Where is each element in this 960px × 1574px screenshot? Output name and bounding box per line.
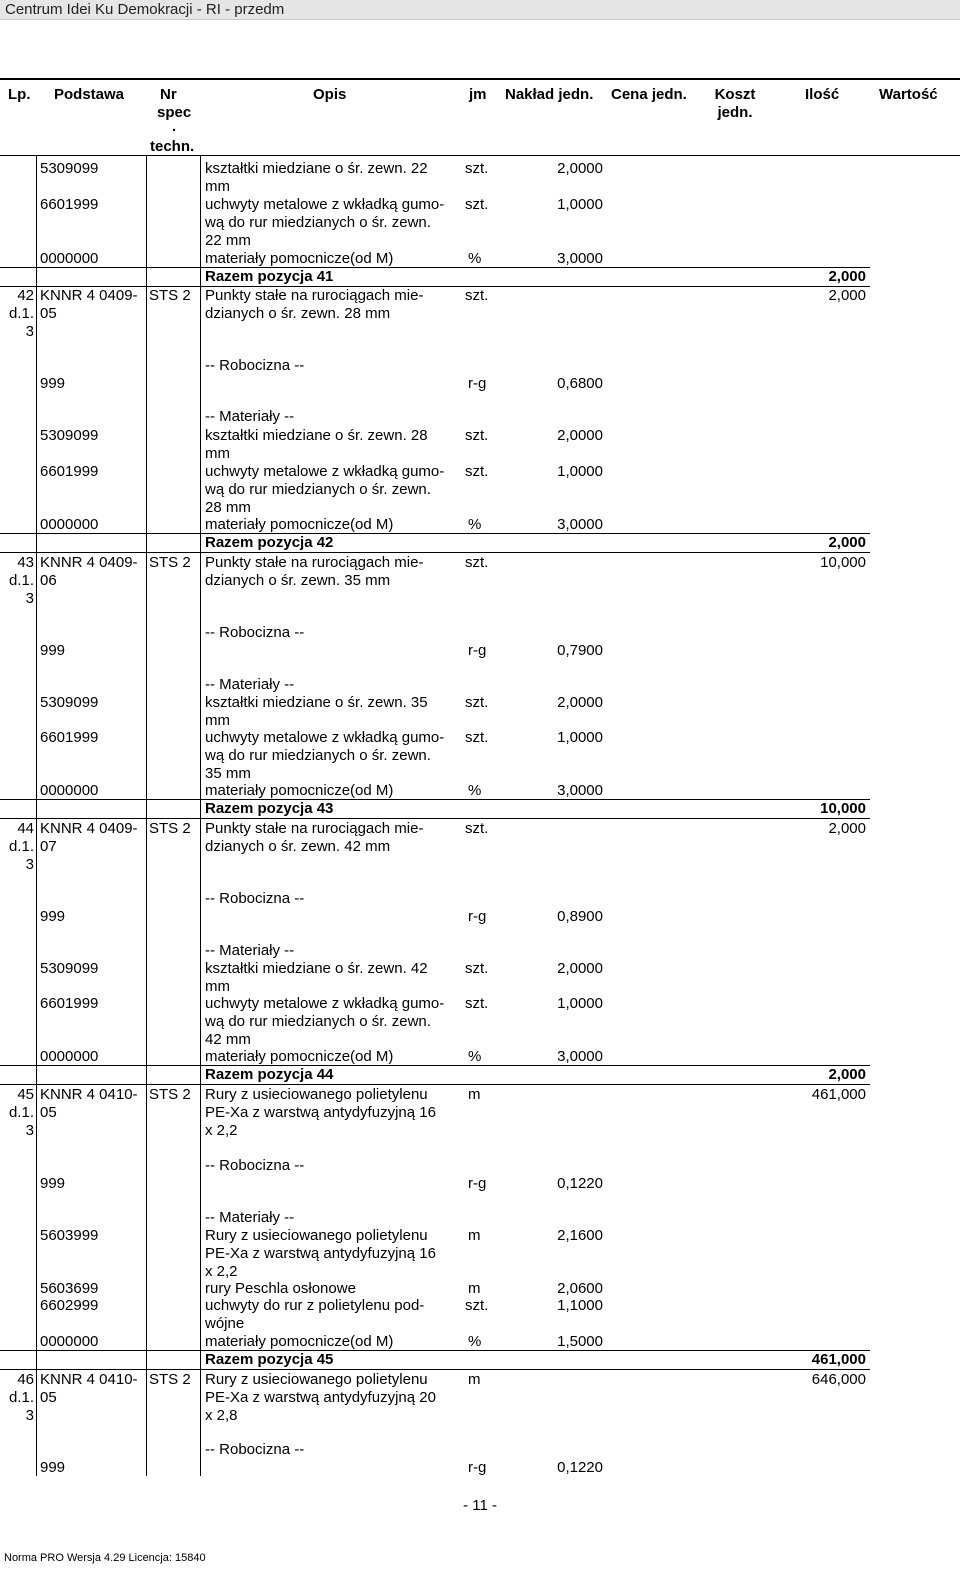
column-divider	[200, 156, 201, 1476]
row-unit: r-g	[468, 375, 487, 392]
row-description: kształtki miedziane o śr. zewn. 35	[205, 694, 428, 711]
row-naklad: 3,0000	[557, 516, 603, 533]
header-wartosc: Wartość	[879, 86, 938, 103]
row-naklad: 2,0000	[557, 160, 603, 177]
row-divider	[0, 1350, 870, 1351]
position-number: 3	[25, 1407, 34, 1424]
position-description: x 2,2	[205, 1122, 238, 1139]
row-code: 0000000	[40, 782, 99, 799]
subtotal-label: Razem pozycja 41	[205, 268, 334, 285]
row-description: rury Peschla osłonowe	[205, 1280, 356, 1297]
row-naklad: 1,5000	[557, 1333, 603, 1350]
row-description: materiały pomocnicze(od M)	[205, 1048, 394, 1065]
header-cena: Cena jedn.	[611, 86, 687, 103]
row-unit: %	[468, 782, 482, 799]
row-divider	[0, 1065, 870, 1066]
header-naklad: Nakład jedn.	[505, 86, 594, 103]
row-description: kształtki miedziane o śr. zewn. 28	[205, 427, 428, 444]
position-number: d.1.	[8, 1389, 34, 1406]
row-code: 0000000	[40, 1333, 99, 1350]
row-code: 5603699	[40, 1280, 99, 1297]
header-spec: spec	[157, 104, 192, 121]
position-description: dzianych o śr. zewn. 28 mm	[205, 305, 391, 322]
position-basis: KNNR 4 0410-	[40, 1371, 138, 1388]
row-unit: szt.	[465, 1297, 489, 1314]
row-description: 22 mm	[205, 232, 251, 249]
row-description: mm	[205, 445, 230, 462]
row-code: 0000000	[40, 1048, 99, 1065]
row-description: wą do rur miedzianych o śr. zewn.	[205, 214, 431, 231]
row-code: 5309099	[40, 960, 99, 977]
position-unit: szt.	[465, 554, 489, 571]
subtotal-label: Razem pozycja 45	[205, 1351, 334, 1368]
row-unit: %	[468, 1333, 482, 1350]
section-label-robocizna: -- Robocizna --	[205, 890, 305, 907]
row-unit: %	[468, 1048, 482, 1065]
row-unit: r-g	[468, 1175, 487, 1192]
row-unit: r-g	[468, 642, 487, 659]
position-number: 46	[17, 1371, 34, 1388]
position-number: 44	[17, 820, 34, 837]
position-unit: szt.	[465, 820, 489, 837]
position-quantity: 461,000	[811, 1086, 866, 1103]
header-koszt-jedn: jedn.	[717, 104, 753, 121]
row-naklad: 2,0000	[557, 960, 603, 977]
position-quantity: 2,000	[828, 287, 866, 304]
row-naklad: 3,0000	[557, 782, 603, 799]
row-description: uchwyty metalowe z wkładką gumo-	[205, 463, 445, 480]
position-number: 42	[17, 287, 34, 304]
row-naklad: 3,0000	[557, 1048, 603, 1065]
row-description: PE-Xa z warstwą antydyfuzyjną 16	[205, 1245, 436, 1262]
header-top-rule	[0, 78, 960, 80]
footer-license: Norma PRO Wersja 4.29 Licencja: 15840	[4, 1552, 206, 1564]
header-jm: jm	[469, 86, 487, 103]
row-code: 999	[40, 642, 66, 659]
row-code: 5309099	[40, 160, 99, 177]
position-number: 3	[25, 323, 34, 340]
row-unit: szt.	[465, 729, 489, 746]
row-description: uchwyty metalowe z wkładką gumo-	[205, 729, 445, 746]
header-bottom-rule	[0, 155, 960, 156]
position-spec: STS 2	[149, 287, 191, 304]
row-code: 0000000	[40, 516, 99, 533]
row-description: kształtki miedziane o śr. zewn. 42	[205, 960, 428, 977]
row-code: 5603999	[40, 1227, 99, 1244]
position-unit: szt.	[465, 287, 489, 304]
row-unit: m	[468, 1280, 481, 1297]
position-basis: 05	[40, 305, 57, 322]
row-naklad: 0,6800	[557, 375, 603, 392]
position-number: d.1.	[8, 838, 34, 855]
row-unit: r-g	[468, 1459, 487, 1476]
row-description: wą do rur miedzianych o śr. zewn.	[205, 481, 431, 498]
position-unit: m	[468, 1086, 481, 1103]
column-divider	[36, 156, 37, 1476]
position-number: 3	[25, 1122, 34, 1139]
row-code: 6601999	[40, 729, 99, 746]
row-unit: r-g	[468, 908, 487, 925]
position-description: Punkty stałe na rurociągach mie-	[205, 554, 424, 571]
row-description: x 2,2	[205, 1263, 238, 1280]
position-description: Rury z usieciowanego polietylenu	[205, 1086, 428, 1103]
row-unit: szt.	[465, 960, 489, 977]
row-naklad: 2,0000	[557, 694, 603, 711]
row-code: 999	[40, 1459, 66, 1476]
row-description: materiały pomocnicze(od M)	[205, 250, 394, 267]
row-description: wą do rur miedzianych o śr. zewn.	[205, 747, 431, 764]
row-code: 0000000	[40, 250, 99, 267]
row-description: uchwyty metalowe z wkładką gumo-	[205, 196, 445, 213]
row-unit: szt.	[465, 196, 489, 213]
position-description: Punkty stałe na rurociągach mie-	[205, 287, 424, 304]
page-number: - 11 -	[463, 1497, 497, 1514]
position-spec: STS 2	[149, 1086, 191, 1103]
subtotal-value: 461,000	[811, 1351, 866, 1368]
row-code: 6602999	[40, 1297, 99, 1314]
row-divider	[0, 552, 870, 553]
row-code: 6601999	[40, 196, 99, 213]
position-spec: STS 2	[149, 1371, 191, 1388]
row-description: 35 mm	[205, 765, 251, 782]
browser-title-bar	[0, 0, 960, 20]
row-divider	[0, 533, 870, 534]
header-nr: Nr	[160, 86, 177, 103]
position-quantity: 646,000	[811, 1371, 866, 1388]
row-naklad: 2,1600	[557, 1227, 603, 1244]
position-quantity: 2,000	[828, 820, 866, 837]
row-naklad: 2,0600	[557, 1280, 603, 1297]
row-description: mm	[205, 978, 230, 995]
row-description: mm	[205, 712, 230, 729]
position-basis: 05	[40, 1104, 57, 1121]
position-basis: KNNR 4 0409-	[40, 820, 138, 837]
subtotal-value: 2,000	[828, 268, 866, 285]
header-podstawa: Podstawa	[54, 86, 125, 103]
position-unit: m	[468, 1371, 481, 1388]
position-number: d.1.	[8, 1104, 34, 1121]
header-techn: techn.	[150, 138, 195, 155]
row-code: 999	[40, 1175, 66, 1192]
position-description: dzianych o śr. zewn. 42 mm	[205, 838, 391, 855]
row-description: materiały pomocnicze(od M)	[205, 516, 394, 533]
position-quantity: 10,000	[820, 554, 866, 571]
window-title: Centrum Idei Ku Demokracji - RI - przedm	[5, 1, 285, 18]
section-label-robocizna: -- Robocizna --	[205, 624, 305, 641]
row-code: 6601999	[40, 995, 99, 1012]
row-description: kształtki miedziane o śr. zewn. 22	[205, 160, 428, 177]
position-description: x 2,8	[205, 1407, 238, 1424]
header-koszt: Koszt	[714, 86, 756, 103]
position-description: PE-Xa z warstwą antydyfuzyjną 20	[205, 1389, 436, 1406]
row-code: 5309099	[40, 427, 99, 444]
row-divider	[0, 818, 870, 819]
section-label-robocizna: -- Robocizna --	[205, 1441, 305, 1458]
subtotal-value: 10,000	[820, 800, 866, 817]
row-unit: m	[468, 1227, 481, 1244]
position-number: 45	[17, 1086, 34, 1103]
row-naklad: 1,0000	[557, 463, 603, 480]
row-description: Rury z usieciowanego polietylenu	[205, 1227, 428, 1244]
header-dot: .	[172, 118, 177, 135]
row-description: wójne	[205, 1315, 245, 1332]
row-description: uchwyty do rur z polietylenu pod-	[205, 1297, 425, 1314]
row-naklad: 2,0000	[557, 427, 603, 444]
row-naklad: 0,1220	[557, 1175, 603, 1192]
section-label-materialy: -- Materiały --	[205, 1209, 295, 1226]
section-label-robocizna: -- Robocizna --	[205, 1157, 305, 1174]
row-divider	[0, 1084, 870, 1085]
section-label-materialy: -- Materiały --	[205, 942, 295, 959]
row-unit: szt.	[465, 160, 489, 177]
position-number: 3	[25, 856, 34, 873]
row-naklad: 0,1220	[557, 1459, 603, 1476]
position-description: PE-Xa z warstwą antydyfuzyjną 16	[205, 1104, 436, 1121]
position-spec: STS 2	[149, 554, 191, 571]
row-description: 28 mm	[205, 499, 251, 516]
position-spec: STS 2	[149, 820, 191, 837]
row-naklad: 0,8900	[557, 908, 603, 925]
row-divider	[0, 799, 870, 800]
row-unit: szt.	[465, 463, 489, 480]
position-basis: 07	[40, 838, 57, 855]
row-description: materiały pomocnicze(od M)	[205, 782, 394, 799]
position-number: d.1.	[8, 572, 34, 589]
position-basis: KNNR 4 0409-	[40, 287, 138, 304]
row-naklad: 1,0000	[557, 729, 603, 746]
row-description: mm	[205, 178, 230, 195]
section-label-materialy: -- Materiały --	[205, 408, 295, 425]
position-basis: 06	[40, 572, 57, 589]
section-label-robocizna: -- Robocizna --	[205, 357, 305, 374]
row-code: 6601999	[40, 463, 99, 480]
row-code: 999	[40, 375, 66, 392]
row-unit: szt.	[465, 694, 489, 711]
subtotal-value: 2,000	[828, 534, 866, 551]
row-unit: %	[468, 250, 482, 267]
row-code: 5309099	[40, 694, 99, 711]
position-description: Rury z usieciowanego polietylenu	[205, 1371, 428, 1388]
position-description: dzianych o śr. zewn. 35 mm	[205, 572, 391, 589]
row-naklad: 1,0000	[557, 196, 603, 213]
row-description: uchwyty metalowe z wkładką gumo-	[205, 995, 445, 1012]
row-description: 42 mm	[205, 1031, 251, 1048]
row-naklad: 0,7900	[557, 642, 603, 659]
row-divider	[0, 267, 870, 268]
header-lp: Lp.	[8, 86, 31, 103]
row-naklad: 3,0000	[557, 250, 603, 267]
subtotal-label: Razem pozycja 43	[205, 800, 334, 817]
header-opis: Opis	[313, 86, 347, 103]
position-basis: KNNR 4 0410-	[40, 1086, 138, 1103]
column-divider	[146, 156, 147, 1476]
subtotal-label: Razem pozycja 44	[205, 1066, 334, 1083]
subtotal-value: 2,000	[828, 1066, 866, 1083]
row-naklad: 1,1000	[557, 1297, 603, 1314]
position-basis: KNNR 4 0409-	[40, 554, 138, 571]
position-number: d.1.	[8, 305, 34, 322]
row-code: 999	[40, 908, 66, 925]
position-number: 43	[17, 554, 34, 571]
row-unit: szt.	[465, 427, 489, 444]
position-basis: 05	[40, 1389, 57, 1406]
row-divider	[0, 1369, 870, 1370]
position-number: 3	[25, 590, 34, 607]
header-ilosc: Ilość	[805, 86, 840, 103]
section-label-materialy: -- Materiały --	[205, 676, 295, 693]
row-description: materiały pomocnicze(od M)	[205, 1333, 394, 1350]
position-description: Punkty stałe na rurociągach mie-	[205, 820, 424, 837]
row-unit: %	[468, 516, 482, 533]
row-naklad: 1,0000	[557, 995, 603, 1012]
subtotal-label: Razem pozycja 42	[205, 534, 334, 551]
row-description: wą do rur miedzianych o śr. zewn.	[205, 1013, 431, 1030]
row-unit: szt.	[465, 995, 489, 1012]
